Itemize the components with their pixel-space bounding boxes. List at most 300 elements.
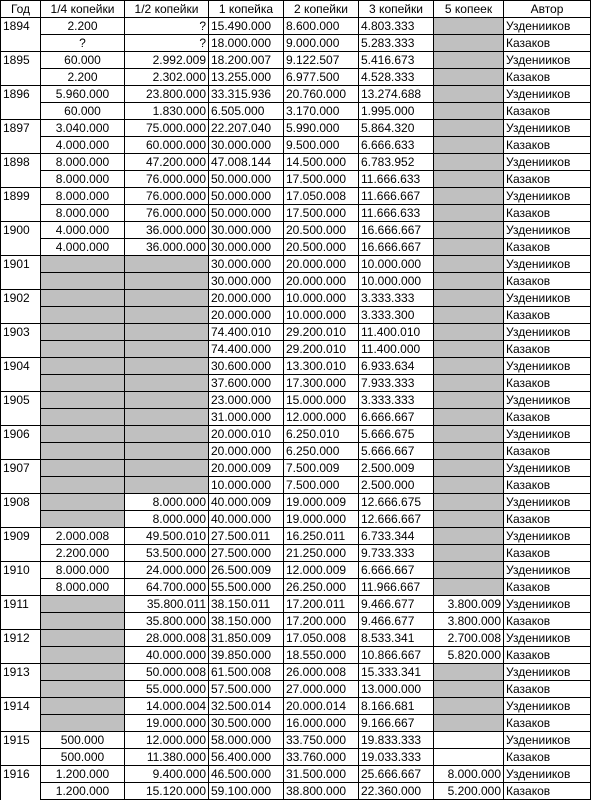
cell-year: 1914 [1,698,41,715]
cell-3-kopek: 3.333.333 [359,290,434,307]
cell-5-kopek [434,562,504,579]
cell-5-kopek [434,681,504,698]
cell-author: Казаков [504,579,591,596]
cell-year [1,545,41,562]
cell-2-kopek: 6.250.000 [284,443,359,460]
cell-3-kopek: 5.416.673 [359,52,434,69]
cell-2-kopek: 6.250.010 [284,426,359,443]
cell-half-kopek: 35.800.011 [125,596,209,613]
cell-quarter-kopek [41,647,125,664]
cell-quarter-kopek: 500.000 [41,749,125,766]
table-row [1,256,591,273]
cell-2-kopek: 12.000.009 [284,562,359,579]
cell-quarter-kopek: 2.200 [41,18,125,35]
cell-5-kopek [434,477,504,494]
cell-half-kopek [125,460,209,477]
table-row [1,562,591,579]
cell-half-kopek [125,341,209,358]
cell-1-kopek: 61.500.008 [209,664,284,681]
cell-author: Узденииков [504,290,591,307]
cell-2-kopek: 17.050.008 [284,630,359,647]
cell-year [1,35,41,52]
cell-year [1,613,41,630]
cell-half-kopek: 28.000.008 [125,630,209,647]
cell-author: Узденииков [504,222,591,239]
cell-2-kopek: 8.600.000 [284,18,359,35]
cell-half-kopek: 60.000.000 [125,137,209,154]
cell-half-kopek [125,290,209,307]
cell-5-kopek [434,239,504,256]
cell-quarter-kopek: 8.000.000 [41,579,125,596]
cell-5-kopek [434,256,504,273]
cell-quarter-kopek: ? [41,35,125,52]
cell-2-kopek: 10.000.000 [284,290,359,307]
cell-quarter-kopek: 8.000.000 [41,562,125,579]
cell-half-kopek: 50.000.008 [125,664,209,681]
cell-1-kopek: 37.600.000 [209,375,284,392]
cell-half-kopek: 36.000.000 [125,222,209,239]
cell-author: Казаков [504,205,591,222]
cell-2-kopek: 26.000.008 [284,664,359,681]
cell-author: Узденииков [504,664,591,681]
cell-2-kopek: 20.500.000 [284,239,359,256]
cell-author: Казаков [504,511,591,528]
cell-1-kopek: 38.150.011 [209,596,284,613]
table-row [1,596,591,613]
cell-quarter-kopek [41,256,125,273]
table-row [1,766,591,783]
cell-5-kopek [434,732,504,749]
cell-3-kopek: 16.666.667 [359,222,434,239]
cell-3-kopek: 6.666.633 [359,137,434,154]
table-row [1,18,591,35]
table-row [1,681,591,698]
cell-year: 1896 [1,86,41,103]
cell-1-kopek: 6.505.000 [209,103,284,120]
cell-5-kopek [434,205,504,222]
cell-author: Узденииков [504,562,591,579]
cell-3-kopek: 7.933.333 [359,375,434,392]
cell-3-kopek: 9.166.667 [359,715,434,732]
cell-3-kopek: 11.666.667 [359,188,434,205]
cell-half-kopek: 35.800.000 [125,613,209,630]
header-year: Год [1,1,41,18]
cell-quarter-kopek [41,409,125,426]
cell-2-kopek: 9.000.000 [284,35,359,52]
cell-half-kopek: 8.000.000 [125,511,209,528]
cell-3-kopek: 19.033.333 [359,749,434,766]
cell-3-kopek: 19.833.333 [359,732,434,749]
table-row [1,341,591,358]
table-row [1,137,591,154]
cell-5-kopek [434,222,504,239]
header-half-kopek: 1/2 копейки [125,1,209,18]
cell-half-kopek [125,273,209,290]
cell-author: Казаков [504,783,591,800]
cell-3-kopek: 9.466.677 [359,596,434,613]
cell-half-kopek: 76.000.000 [125,205,209,222]
cell-2-kopek: 33.760.000 [284,749,359,766]
cell-2-kopek: 13.300.010 [284,358,359,375]
cell-author: Узденииков [504,154,591,171]
cell-year: 1899 [1,188,41,205]
cell-half-kopek [125,426,209,443]
table-row [1,52,591,69]
cell-5-kopek: 5.820.000 [434,647,504,664]
cell-half-kopek: 40.000.000 [125,647,209,664]
cell-half-kopek: 11.380.000 [125,749,209,766]
cell-1-kopek: 40.000.000 [209,511,284,528]
cell-half-kopek [125,256,209,273]
cell-half-kopek: 76.000.000 [125,171,209,188]
header-2-kopek: 2 копейки [284,1,359,18]
cell-5-kopek: 5.200.000 [434,783,504,800]
cell-5-kopek [434,171,504,188]
cell-quarter-kopek [41,375,125,392]
header-5-kopek: 5 копеек [434,1,504,18]
cell-1-kopek: 56.400.000 [209,749,284,766]
cell-quarter-kopek [41,426,125,443]
cell-author: Узденииков [504,630,591,647]
cell-3-kopek: 10.000.000 [359,256,434,273]
cell-year [1,103,41,120]
cell-author: Казаков [504,239,591,256]
cell-year: 1898 [1,154,41,171]
cell-5-kopek [434,273,504,290]
cell-half-kopek [125,392,209,409]
cell-half-kopek: 23.800.000 [125,86,209,103]
cell-year [1,137,41,154]
cell-2-kopek: 17.500.000 [284,205,359,222]
cell-author: Узденииков [504,188,591,205]
cell-author: Узденииков [504,732,591,749]
cell-half-kopek: 19.000.000 [125,715,209,732]
table-row [1,579,591,596]
cell-2-kopek: 21.250.000 [284,545,359,562]
cell-2-kopek: 16.250.011 [284,528,359,545]
cell-2-kopek: 17.200.000 [284,613,359,630]
table-row [1,630,591,647]
cell-3-kopek: 1.995.000 [359,103,434,120]
cell-1-kopek: 18.000.000 [209,35,284,52]
cell-year: 1894 [1,18,41,35]
cell-5-kopek [434,579,504,596]
cell-5-kopek [434,103,504,120]
cell-author: Узденииков [504,324,591,341]
cell-quarter-kopek: 8.000.000 [41,188,125,205]
cell-author: Казаков [504,545,591,562]
cell-3-kopek: 13.000.000 [359,681,434,698]
table-row [1,460,591,477]
cell-quarter-kopek [41,392,125,409]
cell-3-kopek: 6.933.634 [359,358,434,375]
cell-3-kopek: 6.666.667 [359,562,434,579]
cell-1-kopek: 32.500.014 [209,698,284,715]
cell-1-kopek: 50.000.000 [209,188,284,205]
cell-half-kopek: 1.830.000 [125,103,209,120]
table-row [1,545,591,562]
cell-quarter-kopek [41,358,125,375]
cell-quarter-kopek [41,477,125,494]
cell-1-kopek: 22.207.040 [209,120,284,137]
cell-quarter-kopek: 3.040.000 [41,120,125,137]
cell-2-kopek: 29.200.010 [284,341,359,358]
cell-half-kopek: 14.000.004 [125,698,209,715]
table-row [1,273,591,290]
cell-3-kopek: 5.864.320 [359,120,434,137]
cell-2-kopek: 14.500.000 [284,154,359,171]
cell-1-kopek: 18.200.007 [209,52,284,69]
cell-year [1,749,41,766]
cell-1-kopek: 50.000.000 [209,205,284,222]
cell-1-kopek: 50.000.000 [209,171,284,188]
cell-1-kopek: 27.500.011 [209,528,284,545]
cell-1-kopek: 15.490.000 [209,18,284,35]
table-row [1,171,591,188]
cell-author: Узденииков [504,596,591,613]
cell-half-kopek: 55.000.000 [125,681,209,698]
cell-2-kopek: 9.500.000 [284,137,359,154]
cell-5-kopek [434,69,504,86]
cell-5-kopek [434,18,504,35]
cell-2-kopek: 17.050.008 [284,188,359,205]
cell-2-kopek: 20.000.000 [284,256,359,273]
table-row [1,188,591,205]
cell-year: 1900 [1,222,41,239]
cell-half-kopek: 36.000.000 [125,239,209,256]
cell-3-kopek: 13.274.688 [359,86,434,103]
cell-2-kopek: 15.000.000 [284,392,359,409]
table-row [1,494,591,511]
cell-half-kopek: 75.000.000 [125,120,209,137]
cell-1-kopek: 30.000.000 [209,222,284,239]
cell-5-kopek [434,664,504,681]
cell-3-kopek: 22.360.000 [359,783,434,800]
cell-5-kopek [434,86,504,103]
cell-5-kopek [434,324,504,341]
cell-2-kopek: 5.990.000 [284,120,359,137]
table-row [1,324,591,341]
cell-3-kopek: 9.466.677 [359,613,434,630]
cell-year [1,511,41,528]
cell-5-kopek [434,341,504,358]
cell-quarter-kopek [41,273,125,290]
cell-quarter-kopek [41,681,125,698]
cell-year: 1901 [1,256,41,273]
cell-quarter-kopek [41,596,125,613]
table-row [1,69,591,86]
cell-quarter-kopek [41,290,125,307]
cell-3-kopek: 2.500.009 [359,460,434,477]
cell-author: Казаков [504,341,591,358]
cell-2-kopek: 20.000.014 [284,698,359,715]
cell-1-kopek: 55.500.000 [209,579,284,596]
cell-3-kopek: 9.733.333 [359,545,434,562]
cell-3-kopek: 11.966.667 [359,579,434,596]
cell-1-kopek: 31.000.000 [209,409,284,426]
cell-author: Узденииков [504,256,591,273]
table-row [1,392,591,409]
header-1-kopek: 1 копейка [209,1,284,18]
cell-author: Казаков [504,443,591,460]
cell-half-kopek: 9.400.000 [125,766,209,783]
cell-year [1,477,41,494]
cell-author: Узденииков [504,52,591,69]
cell-year: 1909 [1,528,41,545]
cell-2-kopek: 20.500.000 [284,222,359,239]
cell-half-kopek [125,409,209,426]
cell-year [1,239,41,256]
cell-quarter-kopek: 1.200.000 [41,766,125,783]
table-row [1,86,591,103]
table-row [1,154,591,171]
cell-half-kopek: 15.120.000 [125,783,209,800]
cell-quarter-kopek: 500.000 [41,732,125,749]
cell-quarter-kopek [41,630,125,647]
cell-quarter-kopek: 2.000.008 [41,528,125,545]
cell-5-kopek [434,188,504,205]
table-row [1,783,591,800]
table-row [1,290,591,307]
cell-year [1,443,41,460]
table-row [1,426,591,443]
cell-quarter-kopek [41,307,125,324]
cell-quarter-kopek [41,443,125,460]
table-row [1,749,591,766]
cell-1-kopek: 39.850.000 [209,647,284,664]
cell-half-kopek [125,307,209,324]
table-row [1,120,591,137]
cell-year [1,69,41,86]
table-row [1,613,591,630]
cell-author: Казаков [504,103,591,120]
cell-5-kopek [434,409,504,426]
cell-3-kopek: 4.803.333 [359,18,434,35]
table-row [1,205,591,222]
cell-author: Узденииков [504,358,591,375]
cell-year: 1902 [1,290,41,307]
cell-year [1,375,41,392]
cell-2-kopek: 10.000.000 [284,307,359,324]
cell-quarter-kopek [41,698,125,715]
cell-author: Казаков [504,715,591,732]
cell-author: Казаков [504,409,591,426]
cell-year [1,273,41,290]
cell-author: Узденииков [504,426,591,443]
cell-2-kopek: 9.122.507 [284,52,359,69]
cell-5-kopek [434,494,504,511]
cell-author: Узденииков [504,120,591,137]
cell-3-kopek: 4.528.333 [359,69,434,86]
cell-5-kopek [434,35,504,52]
table-row [1,35,591,52]
cell-1-kopek: 74.400.000 [209,341,284,358]
cell-1-kopek: 31.850.009 [209,630,284,647]
cell-2-kopek: 33.750.000 [284,732,359,749]
table-row [1,239,591,256]
cell-3-kopek: 8.166.681 [359,698,434,715]
cell-half-kopek [125,324,209,341]
table-row [1,222,591,239]
cell-5-kopek [434,545,504,562]
cell-5-kopek [434,443,504,460]
cell-3-kopek: 11.666.633 [359,171,434,188]
cell-quarter-kopek [41,494,125,511]
cell-3-kopek: 25.666.667 [359,766,434,783]
table-row [1,732,591,749]
cell-year: 1916 [1,766,41,783]
cell-5-kopek [434,154,504,171]
cell-3-kopek: 8.533.341 [359,630,434,647]
cell-quarter-kopek: 60.000 [41,103,125,120]
cell-1-kopek: 30.000.000 [209,239,284,256]
table-row [1,698,591,715]
cell-2-kopek: 29.200.010 [284,324,359,341]
cell-1-kopek: 20.000.000 [209,307,284,324]
cell-half-kopek [125,443,209,460]
cell-quarter-kopek [41,341,125,358]
cell-2-kopek: 20.000.000 [284,273,359,290]
cell-5-kopek [434,137,504,154]
cell-author: Узденииков [504,392,591,409]
cell-5-kopek [434,528,504,545]
cell-year: 1912 [1,630,41,647]
cell-1-kopek: 46.500.000 [209,766,284,783]
cell-2-kopek: 26.250.000 [284,579,359,596]
cell-1-kopek: 57.500.000 [209,681,284,698]
cell-author: Узденииков [504,766,591,783]
table-row [1,358,591,375]
cell-3-kopek: 3.333.300 [359,307,434,324]
cell-half-kopek: 2.992.009 [125,52,209,69]
cell-half-kopek: ? [125,35,209,52]
cell-half-kopek: 8.000.000 [125,494,209,511]
cell-quarter-kopek: 4.000.000 [41,137,125,154]
cell-year: 1907 [1,460,41,477]
table-row [1,409,591,426]
cell-half-kopek: 64.700.000 [125,579,209,596]
cell-year [1,783,41,800]
cell-half-kopek: 53.500.000 [125,545,209,562]
cell-author: Узденииков [504,528,591,545]
cell-year [1,579,41,596]
cell-2-kopek: 7.500.000 [284,477,359,494]
cell-author: Казаков [504,647,591,664]
cell-year: 1903 [1,324,41,341]
cell-year [1,341,41,358]
cell-author: Казаков [504,69,591,86]
cell-half-kopek: 24.000.000 [125,562,209,579]
cell-author: Узденииков [504,18,591,35]
cell-2-kopek: 17.500.000 [284,171,359,188]
cell-half-kopek [125,375,209,392]
cell-year [1,171,41,188]
cell-3-kopek: 2.500.000 [359,477,434,494]
cell-half-kopek: 2.302.000 [125,69,209,86]
cell-2-kopek: 18.550.000 [284,647,359,664]
cell-year [1,715,41,732]
cell-1-kopek: 30.600.000 [209,358,284,375]
table-row [1,477,591,494]
cell-1-kopek: 30.000.000 [209,137,284,154]
cell-quarter-kopek [41,715,125,732]
cell-2-kopek: 7.500.009 [284,460,359,477]
cell-3-kopek: 6.783.952 [359,154,434,171]
cell-2-kopek: 3.170.000 [284,103,359,120]
cell-1-kopek: 47.008.144 [209,154,284,171]
cell-1-kopek: 27.500.000 [209,545,284,562]
cell-1-kopek: 13.255.000 [209,69,284,86]
